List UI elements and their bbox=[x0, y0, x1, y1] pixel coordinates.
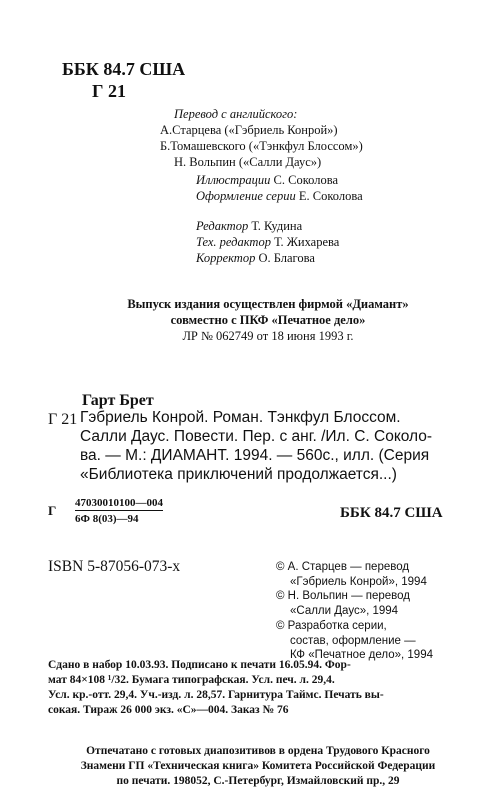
copyright-line: © А. Старцев — перевод bbox=[276, 561, 410, 573]
copyright-line: состав, оформление — bbox=[290, 634, 416, 647]
editor-label: Редактор bbox=[196, 219, 249, 233]
translator-1: А.Старцева («Гэбриель Конрой») bbox=[160, 123, 338, 137]
series-design-name: Е. Соколова bbox=[298, 189, 363, 203]
author-code: Г 21 bbox=[92, 81, 126, 101]
bbk-block bbox=[62, 58, 185, 102]
translator-3: Н. Вольпин («Салли Даус») bbox=[174, 155, 322, 169]
copyright-line: © Разработка серии, bbox=[276, 619, 387, 632]
proofreader-label: Корректор bbox=[196, 251, 256, 265]
printing-line: мат 84×108 ¹/32. Бумага типографская. Усл. печ. л. 29,4. bbox=[48, 674, 335, 686]
translator-2: Б.Томашевского («Тэнкфул Блоссом») bbox=[160, 139, 363, 153]
copyright-line: «Гэбриель Конрой», 1994 bbox=[290, 575, 427, 588]
printing-details bbox=[48, 658, 460, 718]
printing-line: Сдано в набор 10.03.93. Подписано к печати 16.05.94. Фор- bbox=[48, 659, 351, 671]
editor-name: Т. Кудина bbox=[251, 219, 303, 233]
copyright-line: КФ «Печатное дело», 1994 bbox=[290, 649, 433, 662]
plant-line-2: Знамени ГП «Техническая книга» Комитета Российской Федерации bbox=[80, 760, 436, 772]
description-line: «Библиотека приключений продолжается...) bbox=[80, 466, 397, 483]
fraction-numerator: 47030010100—004 bbox=[75, 497, 163, 509]
illustrations-name: С. Соколова bbox=[273, 173, 339, 187]
fraction-denominator: 6Ф 8(03)—94 bbox=[75, 513, 139, 525]
tech-editor-name: Т. Жихарева bbox=[274, 235, 340, 249]
copyright-block bbox=[276, 560, 433, 663]
fraction-letter: Г bbox=[48, 503, 57, 518]
isbn: ISBN 5-87056-073-x bbox=[48, 558, 181, 575]
catalog-bbk: ББК 84.7 США bbox=[340, 505, 443, 521]
description-line: ва. — М.: ДИАМАНТ. 1994. — 560с., илл. (Серия bbox=[80, 447, 430, 464]
editor-credits bbox=[196, 218, 339, 266]
tech-editor-label: Тех. редактор bbox=[196, 235, 271, 249]
catalog-code: Г 21 bbox=[48, 411, 78, 428]
license-line-2: совместно с ПКФ «Печатное дело» bbox=[170, 313, 366, 327]
catalog-description bbox=[80, 408, 480, 484]
description-line: Салли Даус. Повести. Пер. с анг. /Ил. С. Соколо- bbox=[80, 428, 433, 445]
illustrations-label: Иллюстрации bbox=[196, 173, 271, 187]
plant-line-1: Отпечатано с готовых диапозитивов в ордена Трудового Красного bbox=[86, 745, 430, 757]
proofreader-name: О. Благова bbox=[258, 251, 315, 265]
translation-credits bbox=[160, 106, 363, 170]
plant-line-3: по печати. 198052, С.-Петербург, Измайловский пр., 29 bbox=[116, 775, 400, 787]
bbk-code: ББК 84.7 США bbox=[62, 59, 186, 79]
series-design-label: Оформление серии bbox=[196, 189, 296, 203]
license-line-3: ЛР № 062749 от 18 июня 1993 г. bbox=[182, 329, 354, 343]
description-line: Гэбриель Конрой. Роман. Тэнкфул Блоссом. bbox=[80, 409, 401, 426]
translation-label: Перевод с английского: bbox=[174, 107, 298, 121]
copyright-line: «Салли Даус», 1994 bbox=[290, 605, 399, 618]
license-line-1: Выпуск издания осуществлен фирмой «Диамант» bbox=[127, 297, 409, 311]
catalog-author: Гарт Брет bbox=[82, 392, 154, 409]
copyright-line: © Н. Вольпин — перевод bbox=[276, 590, 411, 603]
design-credits bbox=[196, 172, 363, 204]
printing-line: Усл. кр.-отт. 29,4. Уч.-изд. л. 28,57. Гарнитура Таймс. Печать вы- bbox=[48, 689, 384, 701]
printing-line: сокая. Тираж 26 000 экз. «С»—004. Заказ № 76 bbox=[48, 704, 289, 716]
